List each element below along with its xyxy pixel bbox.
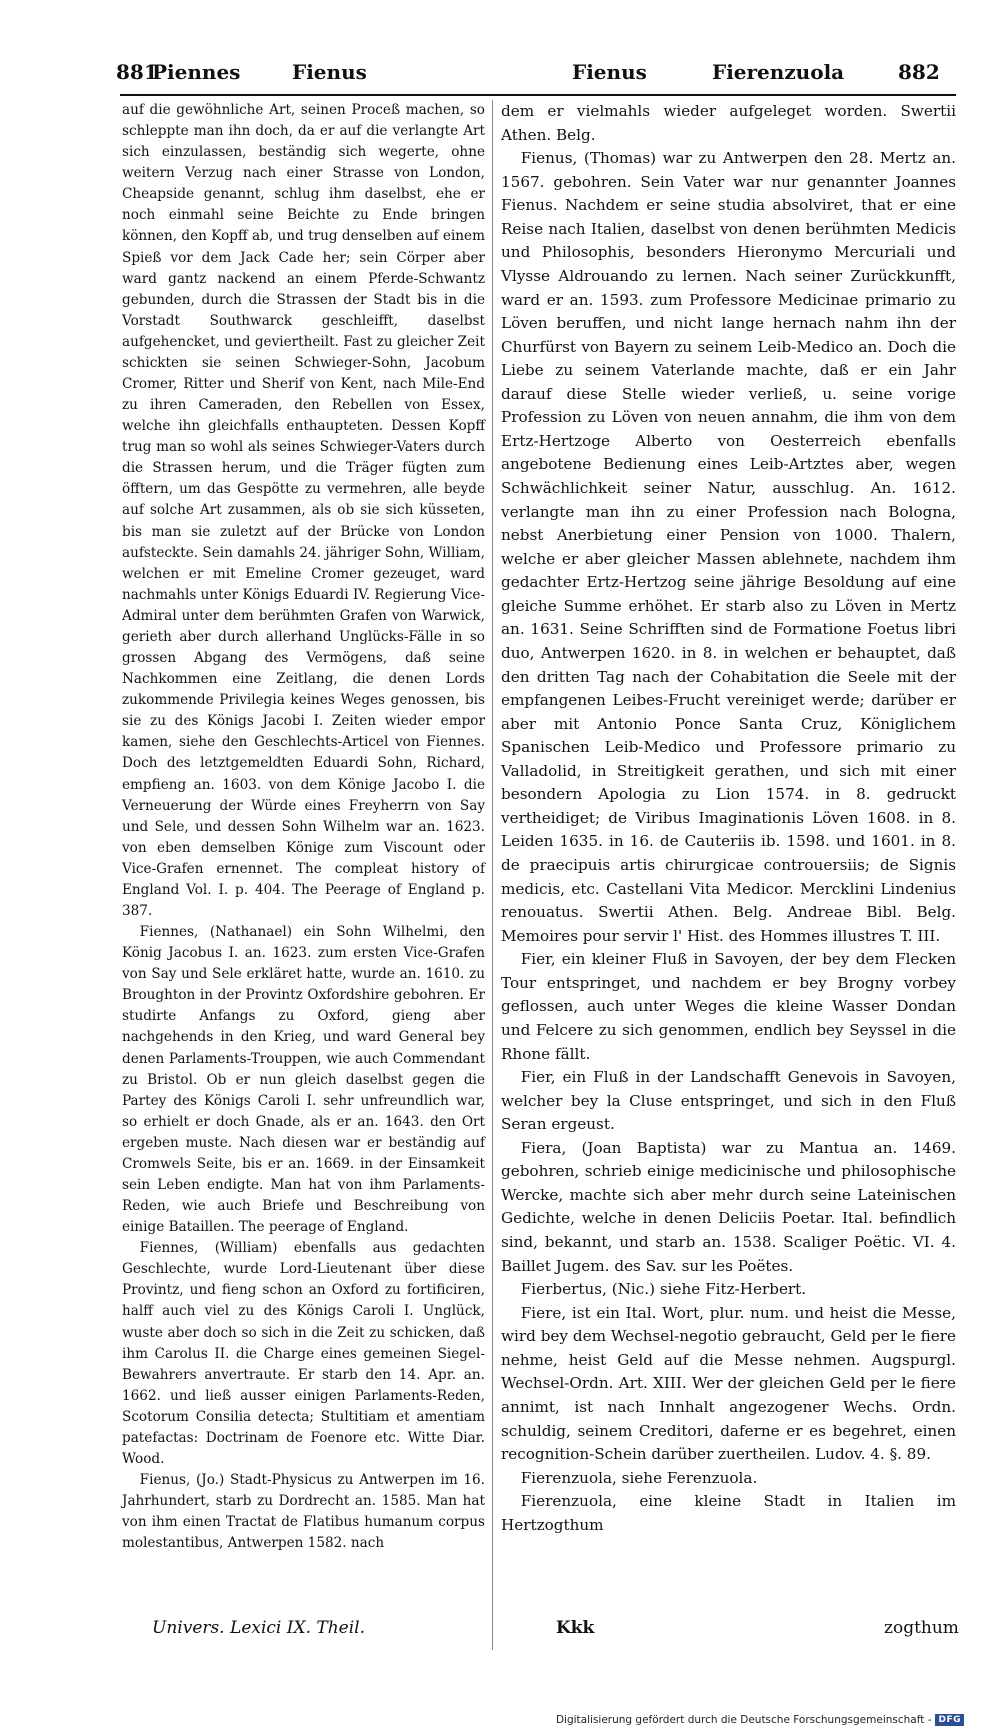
paragraph: Fiennes, (Nathanael) ein Sohn Wilhelmi, den König Jacobus I. an. 1623. zum ersten Vice-Grafen von Say und Sele erkläret hatte, wurde an. 1610. zu Broughton in der Provintz Oxfordshire gebohren. Er studirte Anfangs zu Oxford, gieng aber nachgehends in den Krieg, und ward General bey denen Parlaments-Trouppen, wie auch Commendant zu Bristol. Ob er nun gleich daselbst gegen die Partey des Königs Caroli I. sehr unfreundlich war, so erhielt er doch Gnade, als er an. 1643. den Ort ergeben muste. Nach diesen war er beständig auf Cromwels Seite, bis er an. 1669. in der Einsamkeit sein Leben endigte. Man hat von ihm Parlaments-Reden, wie auch Briefe und Beschreibung von einige Bataillen. The peerage of England. [122, 924, 485, 1236]
running-header [0, 58, 1000, 94]
credit-text: Digitalisierung gefördert durch die Deutsche Forschungsgemeinschaft - [555, 1714, 932, 1726]
page-number-right: 882 [898, 60, 940, 84]
signature-mark: Kkk [556, 1618, 595, 1638]
paragraph: Fierenzuola, eine kleine Stadt in Italien im Hertzogthum [501, 1492, 956, 1534]
column-divider [492, 100, 493, 1650]
paragraph: Fiere, ist ein Ital. Wort, plur. num. und heist die Messe, wird bey dem Wechsel-negotio gebraucht, Geld per le fiere nehme, heist Geld auf die Messe nehmen. Augspurgl. Wechsel-Ordn. Art. XIII. Wer der gleichen Geld per le fiere annimt, ist nach Innhalt angezogener Wechs. Ordn. schuldig, seinem Creditori, daferne er es begehret, einen recognition-Schein darüber zuertheilen. Ludov. 4. §. 89. [501, 1303, 956, 1464]
right-column [501, 100, 956, 1537]
paragraph: Fienus, (Jo.) Stadt-Physicus zu Antwerpen im 16. Jahrhundert, starb zu Dordrecht an. 1585. Man hat von ihm einen Tractat de Flatibus humanum corpus molestantibus, Antwerpen 1582. nach [122, 1472, 485, 1552]
left-column [122, 100, 485, 1554]
page-number-left: 881 [116, 60, 158, 84]
digitization-credit [556, 1714, 964, 1726]
paragraph: Fierenzuola, siehe Ferenzuola. [520, 1468, 758, 1487]
paragraph: dem er vielmahls wieder aufgeleget worden. Swertii Athen. Belg. [501, 102, 956, 144]
paragraph: Fiennes, (William) ebenfalls aus gedachten Geschlechte, wurde Lord-Lieutenant über diese Provintz, und fieng schon an Oxford zu fortificiren, halff auch viel zu des Königs Caroli I. Unglück, wuste aber doch so sich in die Zeit zu schicken, daß ihm Carolus II. die Charge eines gemeinen Siegel-Bewahrers anvertraute. Er starb den 14. Apr. an. 1662. und ließ ausser einigen Parlaments-Reden, Scotorum Consilia detecta; Stultitiam et amentiam patefactas: Doctrinam de Foenore etc. Witte Diar. Wood. [122, 1240, 485, 1467]
header-keyword-1: Piennes [152, 60, 241, 84]
header-rule [120, 94, 956, 96]
dfg-logo: DFG [935, 1714, 964, 1726]
paragraph: Fienus, (Thomas) war zu Antwerpen den 28. Mertz an. 1567. gebohren. Sein Vater war nur genannter Joannes Fienus. Nachdem er seine studia absolviret, that er eine Reise nach Italien, daselbst von denen berühmten Medicis und Philosophis, besonders Hieronymo Mercuriali und Vlysse Aldrouando zu lernen. Nach seiner Zurückkunfft, ward er an. 1593. zum Professore Medicinae primario zu Löven beruffen, und nicht lange hernach nahm ihn der Churfürst von Bayern zu seinem Leib-Medico an. Doch die Liebe zu seinem Vaterlande machte, daß er ein Jahr darauf diese Stelle wieder verließ, u. seine vorige Profession zu Löven von neuen annahm, die ihm von dem Ertz-Hertzoge Alberto von Oesterreich ebenfalls angebotene Bedienung eines Leib-Artztes aber, wegen Schwächlichkeit seiner Natur, ausschlug. An. 1612. verlangte man ihn zu einer Profession nach Bologna, nebst Anerbietung einer Pension von 1000. Thalern, welche er aber gleicher Massen ablehnete, nachdem ihm gedachter Ertz-Hertzog seine jährige Besoldung auf eine gleiche Summe erhöhet. Er starb also zu Löven in Mertz an. 1631. Seine Schrifften sind de Formatione Foetus libri duo, Antwerpen 1620. in 8. in welchen er behauptet, daß den dritten Tag nach der Cohabitation die Seele mit der empfangenen Leibes-Frucht vereiniget werde; darüber er aber mit Antonio Ponce Santa Cruz, Königlichem Spanischen Leib-Medico und Professore primario zu Valladolid, in Streitigkeit gerathen, und sich mit einer besondern Apologia zu Lion 1574. in 8. gedruckt vertheidiget; de Viribus Imaginationis Löven 1608. in 8. Leiden 1635. in 16. de Cauteriis ib. 1598. und 1601. in 8. de praecipuis artis chirurgicae controuersiis; de Signis medicis, etc. Castellani Vita Medicor. Mercklini Lindenius renouatus. Swertii Athen. Belg. Andreae Bibl. Belg. Memoires pour servir l' Hist. des Hommes illustres T. III. [501, 149, 956, 945]
paragraph: Fiera, (Joan Baptista) war zu Mantua an. 1469. gebohren, schrieb einige medicinische und philosophische Wercke, machte sich aber mehr durch seine Lateinischen Gedichte, welche in denen Deliciis Poetar. Ital. befindlich sind, bekannt, und starb an. 1538. Scaliger Poëtic. VI. 4. Baillet Jugem. des Sav. sur les Poëtes. [501, 1138, 956, 1275]
paragraph: Fierbertus, (Nic.) siehe Fitz-Herbert. [520, 1280, 807, 1299]
volume-line: Univers. Lexici IX. Theil. [152, 1618, 366, 1638]
header-keyword-4: Fierenzuola [712, 60, 845, 84]
header-keyword-3: Fienus [572, 60, 647, 84]
paragraph: auf die gewöhnliche Art, seinen Proceß machen, so schleppte man ihn doch, da er auf die verlangte Art sich einzulassen, beständig sich wegerte, ohne weitern Verzug nach einer Strasse von London, Cheapside genannt, schlug ihm daselbst, ehe er noch einmahl seine Beichte zu Ende bringen können, den Kopff ab, und trug denselben auf einem Spieß vor dem Jack Cade her; sein Cörper aber ward gantz nackend an einem Pferde-Schwantz gebunden, durch die Strassen der Stadt bis in die Vorstadt Southwarck geschleifft, daselbst aufgehencket, und geviertheilt. Fast zu gleicher Zeit schickten sie seinen Schwieger-Sohn, Jacobum Cromer, Ritter und Sherif von Kent, nach Mile-End zu ihren Cameraden, den Rebellen von Essex, welche ihn gleichfalls enthaupteten. Dessen Kopff trug man so wohl als seines Schwieger-Vaters durch die Strassen herum, und die Träger fügten zum öfftern, um das Gespötte zu vermehren, alle beyde auf solche Art zusammen, als ob sie sich küsseten, bis man sie zuletzt auf der Brücke von London aufsteckte. Sein damahls 24. jähriger Sohn, William, welchen er mit Emeline Cromer gezeuget, ward nachmahls unter Königs Eduardi IV. Regierung Vice-Admiral unter dem berühmten Grafen von Warwick, gerieth aber durch allerhand Unglücks-Fälle in so grossen Abgang des Vermögens, daß seine Nachkommen eine Zeitlang, die denen Lords zukommende Privilegia keines Weges genossen, bis sie zu des Königs Jacobi I. Zeiten wieder empor kamen, siehe den Geschlechts-Articel von Fiennes. Doch des letztgemeldten Eduardi Sohn, Richard, empfieng an. 1603. von dem Könige Jacobo I. die Verneuerung der Würde eines Freyherrn von Say und Sele, und dessen Sohn Wilhelm war an. 1623. von eben demselben Könige zum Viscount oder Vice-Grafen ernennet. The compleat history of England Vol. I. p. 404. The Peerage of England p. 387. [122, 102, 485, 919]
catchword: zogthum [884, 1618, 959, 1638]
paragraph: Fier, ein kleiner Fluß in Savoyen, der bey dem Flecken Tour entspringet, und nachdem er bey Brogny vorbey geflossen, auch unter Weges die kleine Wasser Dondan und Felcere zu sich genommen, endlich bey Seyssel in die Rhone fällt. [501, 950, 956, 1063]
header-keyword-2: Fienus [292, 60, 367, 84]
paragraph: Fier, ein Fluß in der Landschafft Genevois in Savoyen, welcher bey la Cluse entspringet, und sich in den Fluß Seran ergeust. [501, 1068, 956, 1134]
